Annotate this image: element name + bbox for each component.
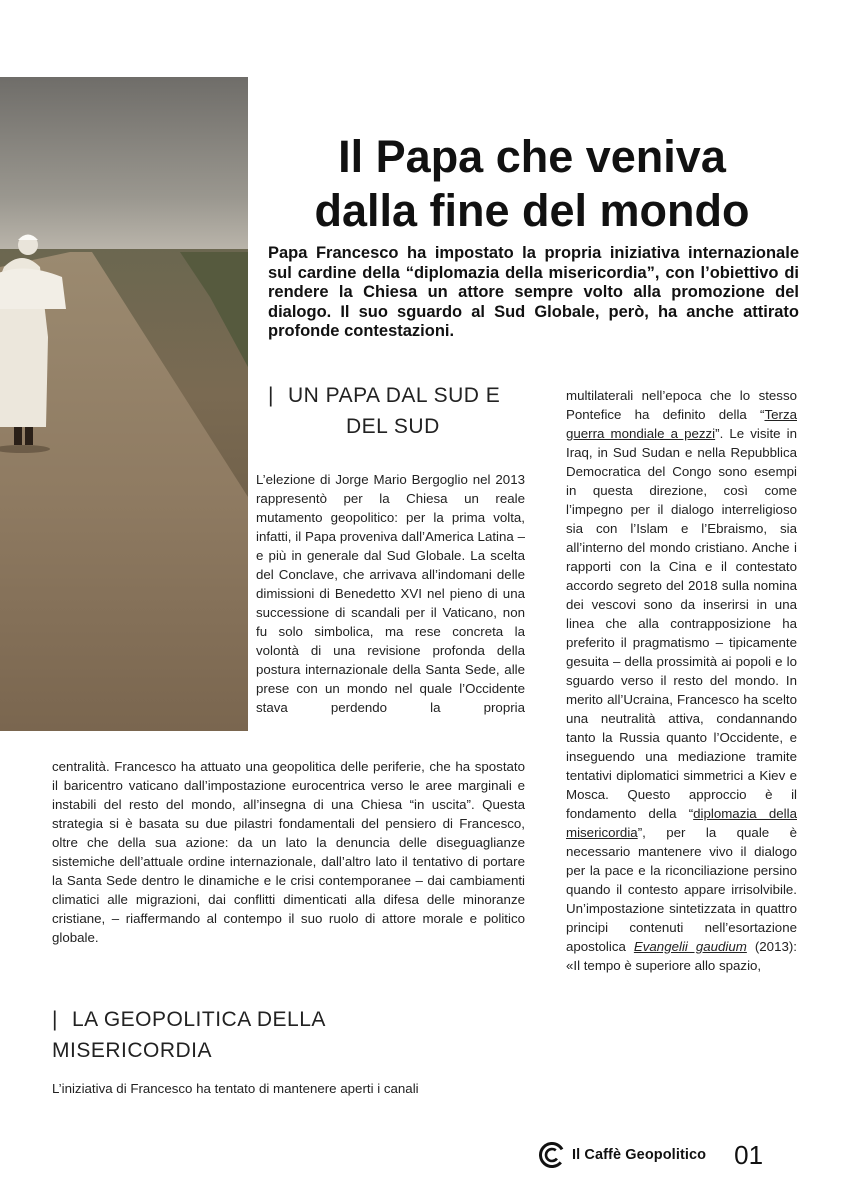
- photo-illustration: [0, 77, 248, 731]
- section-heading-line-2: MISERICORDIA: [52, 1039, 213, 1062]
- link-evangelii-gaudium[interactable]: Evangelii gaudium: [633, 939, 747, 954]
- heading-bar: |: [52, 1008, 58, 1031]
- column-2-text: [566, 386, 797, 975]
- column-2-text-4: (2013): «Il tempo è superiore allo spazio,: [566, 939, 797, 973]
- column-2-text-1: multilaterali nell’epoca che lo stesso Pontefice ha definito della “: [566, 388, 797, 422]
- section-1-paragraph-bottom: centralità. Francesco ha attuato una geopolitica delle periferie, che ha spostato il baricentro vaticano dall’impostazione eurocentrica verso le aree marginali e instabili del resto del mondo, all’insegna di una Chiesa “in uscita”. Questa strategia si è basata su due pilastri fondamentali del pensiero di Francesco, oltre che della sua azione: da un lato la denuncia delle diseguaglianze sistemiche dell’attuale ordine internazionale, dall’altro lato il tentativo di portare la Santa Sede dentro le dinamiche e le crisi contemporanee – dai cambiamenti climatici alle migrazioni, dai conflitti dimenticati alla difesa delle minoranze cristiane, – riaffermando al contempo il suo ruolo di attore morale e politico globale.: [52, 759, 525, 945]
- article-lead: Papa Francesco ha impostato la propria iniziativa internazionale sul cardine della “diplomazia della misericordia”, con l’obiettivo di rendere la Chiesa un attore sempre volto alla promozione del dialogo. Il suo sguardo al Sud Globale, però, ha anche attirato profonde contestazioni.: [268, 244, 799, 340]
- section-heading-misericordia: [52, 1004, 522, 1066]
- page-footer: [538, 1138, 788, 1172]
- title-line-1: Il Papa che veniva: [338, 131, 726, 182]
- link-diplomazia-misericordia[interactable]: diplomazia della misericordia: [566, 806, 797, 840]
- cg-logo-icon: [538, 1141, 566, 1169]
- section-1-paragraph-top: L’elezione di Jorge Mario Bergoglio nel 2013 rappresentò per la Chiesa un reale mutamento geopolitico: per la prima volta, infatti, il Papa proveniva dall’America Latina – e più in generale dal Sud Globale. La scelta del Conclave, che arrivava all’indomani delle dimissioni di Benedetto XVI nel pieno di una successione di scandali per il Vaticano, non fu solo simbolica, ma rese concreta la volontà di una revisione profonda della postura internazionale della Santa Sede, alle prese con un mondo nel quale l’Occidente stava perdendo la propria: [256, 472, 525, 715]
- column-2-text-3: ”, per la quale è necessario mantenere vivo il dialogo per la pace e la riconciliazione persino quando il contesto appare irrisolvibile. Un’impostazione sintetizzata in quattro principi contenuti nell’esortazione apostolica: [566, 825, 797, 954]
- section-heading-sud: [268, 380, 536, 442]
- article-title: [262, 130, 802, 238]
- section-heading-line-2: DEL SUD: [346, 415, 440, 438]
- section-heading-line-1: UN PAPA DAL SUD E: [287, 384, 501, 407]
- section-heading-line-1: LA GEOPOLITICA DELLA: [71, 1008, 326, 1031]
- pope-walking-photo: [0, 77, 248, 731]
- brand-name: Il Caffè Geopolitico: [572, 1147, 707, 1163]
- column-2-text-2: ”. Le visite in Iraq, in Sud Sudan e nella Repubblica Democratica del Congo sono esempi in questa direzione, così come l’impegno per il dialogo interreligioso sia con l’Islam e l’Ebraismo, sia all’interno del mondo cristiano. Anche i rapporti con la Cina e il contestato accordo segreto del 2018 sulla nomina dei vescovi sono da inserirsi in una linea che alla contrapposizione ha preferito il pragmatismo – tipicamente gesuita – della prossimità ai popoli e lo sguardo verso il resto del mondo. In merito all’Ucraina, Francesco ha scelto una neutralità attiva, condannando tanto la Russia quanto l’Occidente, e inseguendo una mediazione tramite tentativi diplomatici simmetrici a Kiev e Mosca. Questo approccio è il fondamento della “: [566, 426, 797, 821]
- page-number: 01: [734, 1139, 764, 1170]
- link-terza-guerra[interactable]: Terza guerra mondiale a pezzi: [566, 407, 797, 441]
- title-line-2: dalla fine del mondo: [314, 185, 750, 236]
- section-2-paragraph: L’iniziativa di Francesco ha tentato di mantenere aperti i canali: [52, 1081, 419, 1096]
- heading-bar: |: [268, 384, 274, 407]
